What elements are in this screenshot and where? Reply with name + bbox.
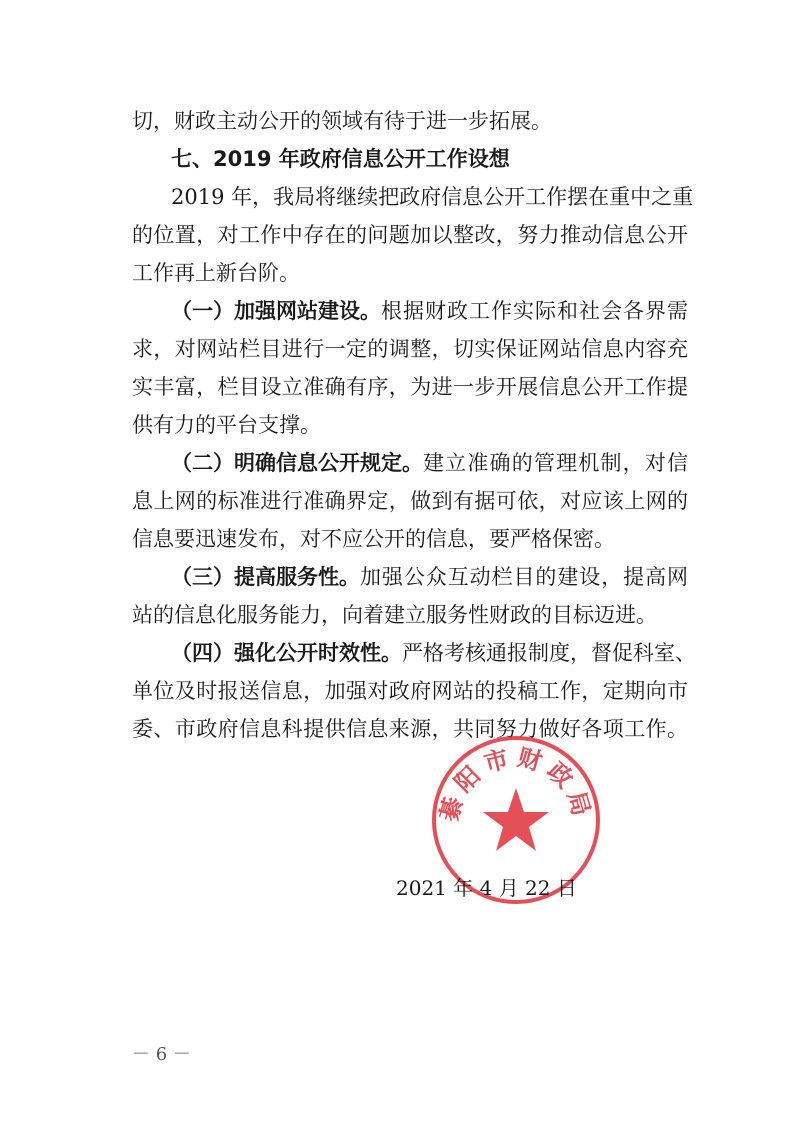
text-line: 实丰富，栏目设立准确有序，为进一步开展信息公开工作提 <box>132 375 688 399</box>
paragraph-heading: （一）加强网站建设。 <box>171 299 381 323</box>
text-line: （二）明确信息公开规定。 建立准确的管理机制，对信 <box>171 451 688 475</box>
paragraph-heading: （四）强化公开时效性。 <box>171 641 402 665</box>
section-heading: 七、2019 年政府信息公开工作设想 <box>171 147 510 171</box>
svg-text:綦阳市财政局: 綦阳市财政局 <box>434 743 598 825</box>
text-line: （一）加强网站建设。 根据财政工作实际和社会各界需 <box>171 299 688 323</box>
text-line: 单位及时报送信息，加强对政府网站的投稿工作，定期向市 <box>132 679 688 703</box>
page-number: － 6 － <box>132 1044 191 1065</box>
text-line: 委、市政府信息科提供信息来源，共同努力做好各项工作。 <box>132 717 688 741</box>
text-line: 2019 年，我局将继续把政府信息公开工作摆在重中之重 <box>171 185 694 209</box>
paragraph-heading: （二）明确信息公开规定。 <box>171 451 423 475</box>
text-line: 站的信息化服务能力，向着建立服务性财政的目标迈进。 <box>132 603 657 627</box>
star-icon <box>483 788 549 851</box>
text-line: 工作再上新台阶。 <box>132 261 300 285</box>
paragraph-heading: （三）提高服务性。 <box>171 565 360 589</box>
text-line: 信息要迅速发布，对不应公开的信息，要严格保密。 <box>132 527 615 551</box>
text-line: 的位置，对工作中存在的问题加以整改，努力推动信息公开 <box>132 223 688 247</box>
text-line: （四）强化公开时效性。 严格考核通报制度，督促科室、 <box>171 641 696 665</box>
text-line: 切，财政主动公开的领域有待于进一步拓展。 <box>132 109 552 133</box>
text-line: 息上网的标准进行准确界定，做到有据可依，对应该上网的 <box>132 489 688 513</box>
issue-date: 2021 年 4 月 22 日 <box>396 876 577 900</box>
text-line: 供有力的平台支撑。 <box>132 413 321 437</box>
text-line: （三）提高服务性。 加强公众互动栏目的建设，提高网 <box>171 565 688 589</box>
text-line: 求，对网站栏目进行一定的调整，切实保证网站信息内容充 <box>132 337 688 361</box>
